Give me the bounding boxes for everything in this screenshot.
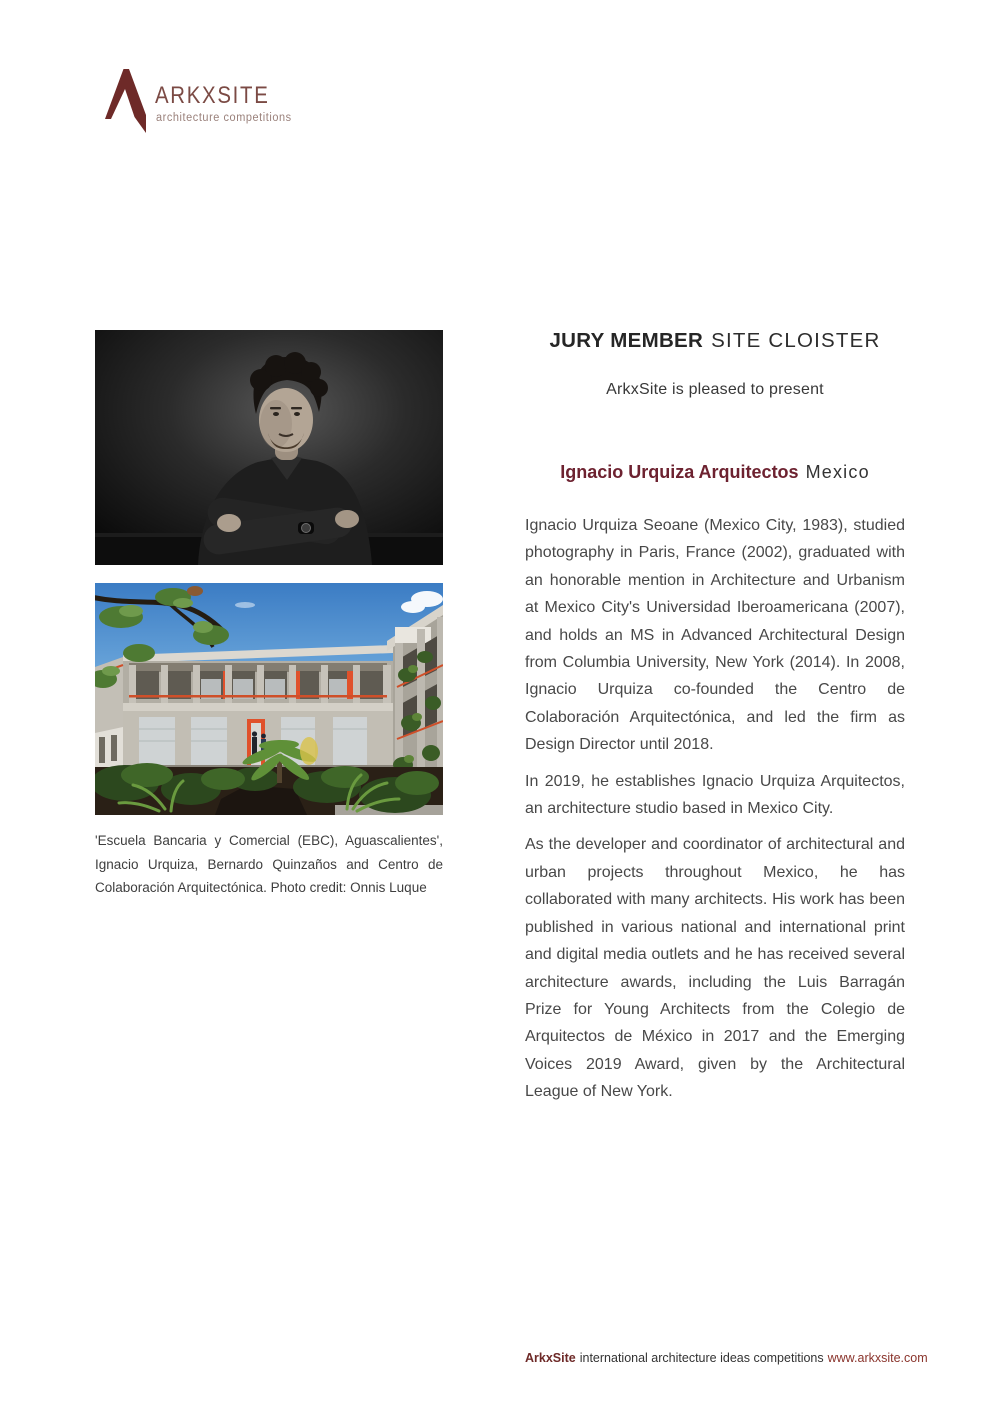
jury-name-line — [525, 462, 905, 483]
brand-tagline: architecture competitions — [156, 112, 292, 124]
footer-text: international architecture ideas competitions — [579, 1351, 824, 1365]
courtyard-photo — [95, 583, 443, 815]
bio-paragraph-2: In 2019, he establishes Ignacio Urquiza Arquitectos, an architecture studio based in Mexico City. — [525, 772, 905, 818]
footer-brand: ArkxSite — [525, 1351, 576, 1365]
footer-url-link[interactable]: www.arkxsite.com — [827, 1351, 928, 1365]
portrait-photo — [95, 330, 443, 565]
bio-paragraph-3: As the developer and coordinator of architectural and urban projects throughout Mexico, he has collaborated with many architects. His work has been published in various national and international print and digital media outlets and he has received several architecture awards, including the Luis Barragán Prize for Young Architects from the Colegio de Arquitectos de México in 2017 and the Emerging Voices 2019 Award, given by the Architectural League of New York. — [525, 836, 905, 1101]
jury-name: Ignacio Urquiza Arquitectos — [560, 462, 799, 482]
bio-paragraph-1: Ignacio Urquiza Seoane (Mexico City, 1983), studied photography in Paris, France (2002), graduated with an honorable mention in Architecture and Urbanism at Mexico City's Universidad Iberoamericana (2007), and holds an MS in Advanced Architectural Design from Columbia University, New York (2014). In 2008, Ignacio Urquiza co-founded the Centro de Colaboración Arquitectónica, and led the firm as Design Director until 2018. — [525, 517, 905, 754]
jury-country: Mexico — [805, 462, 870, 482]
intro-text: ArkxSite is pleased to present — [606, 381, 824, 398]
footer — [525, 1351, 928, 1365]
bio-text — [525, 512, 905, 1115]
logo — [103, 69, 323, 139]
page-title — [525, 329, 905, 353]
page-title-bold: JURY MEMBER — [549, 329, 704, 352]
arkxsite-a-mark-icon — [103, 69, 146, 133]
photo-caption: 'Escuela Bancaria y Comercial (EBC), Aguascalientes', Ignacio Urquiza, Bernardo Quinzaños and Centro de Colaboración Arquitectónica. Photo credit: Onnis Luque — [95, 833, 443, 895]
page-title-regular: SITE CLOISTER — [711, 329, 881, 352]
brand-wordmark: ARKXSITE — [155, 82, 270, 109]
